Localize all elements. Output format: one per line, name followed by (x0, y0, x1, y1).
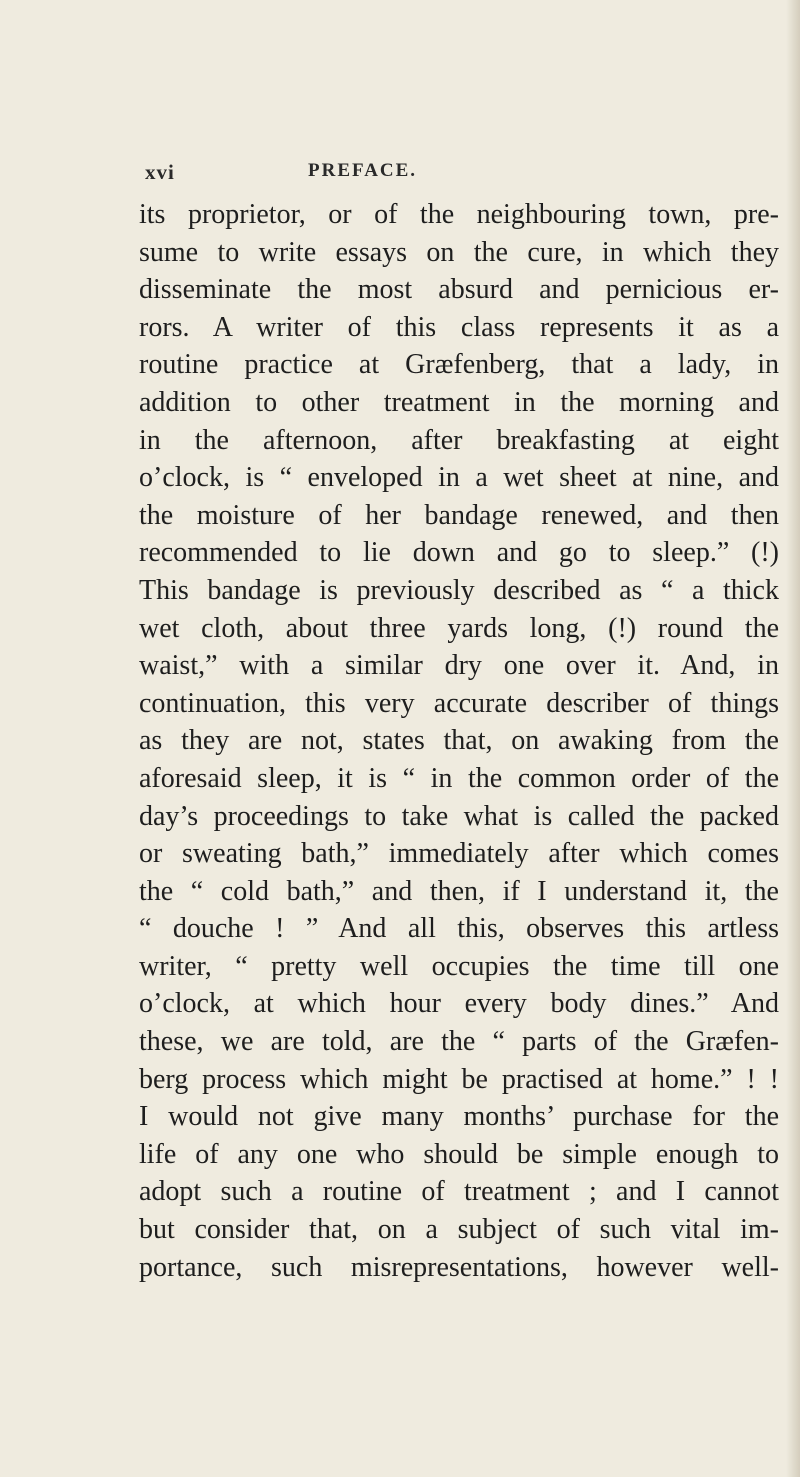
text-line: the “ cold bath,” and then, if I understand it, the (139, 875, 779, 907)
text-line: life of any one who should be simple enough to (139, 1138, 779, 1170)
text-line: wet cloth, about three yards long, (!) round the (139, 612, 779, 644)
text-line: routine practice at Græfenberg, that a lady, in (139, 349, 779, 381)
text-line: o’clock, is “ enveloped in a wet sheet at nine, and (139, 462, 779, 494)
text-line: continuation, this very accurate describer of things (139, 687, 779, 719)
text-line: adopt such a routine of treatment ; and I cannot (139, 1176, 779, 1208)
text-line: writer, “ pretty well occupies the time till one (139, 950, 779, 982)
text-line: aforesaid sleep, it is “ in the common order of the (139, 762, 779, 794)
text-line: as they are not, states that, on awaking from the (139, 725, 779, 757)
text-line: addition to other treatment in the morning and (139, 386, 779, 418)
text-line: o’clock, at which hour every body dines.” And (139, 988, 779, 1020)
body-text (139, 196, 779, 1286)
running-head: PREFACE. (308, 160, 418, 181)
text-line: day’s proceedings to take what is called the packed (139, 800, 779, 832)
page-number: xvi (145, 160, 175, 184)
text-line: recommended to lie down and go to sleep.” (!) (139, 537, 779, 569)
text-line: the moisture of her bandage renewed, and then (139, 499, 779, 531)
text-line: sume to write essays on the cure, in which they (139, 236, 779, 268)
text-line: portance, such misrepresentations, however well- (139, 1251, 779, 1283)
text-line: these, we are told, are the “ parts of the Græfen- (139, 1026, 779, 1058)
text-line: its proprietor, or of the neighbouring town, pre- (139, 199, 779, 230)
text-line: berg process which might be practised at home.” ! ! (139, 1063, 779, 1095)
text-line: I would not give many months’ purchase for the (139, 1101, 779, 1133)
text-line: in the afternoon, after breakfasting at eight (139, 424, 779, 456)
text-line: but consider that, on a subject of such vital im- (139, 1214, 779, 1246)
text-line: “ douche ! ” And all this, observes this artless (139, 913, 779, 945)
text-line: rors. A writer of this class represents it as a (139, 311, 779, 343)
page-edge-shadow (786, 0, 800, 1477)
text-line: or sweating bath,” immediately after which comes (139, 838, 779, 870)
text-line: disseminate the most absurd and pernicious er- (139, 274, 779, 306)
text-line: This bandage is previously described as “ a thick (139, 574, 779, 606)
text-line: waist,” with a similar dry one over it. And, in (139, 650, 779, 682)
page-header (0, 160, 800, 190)
